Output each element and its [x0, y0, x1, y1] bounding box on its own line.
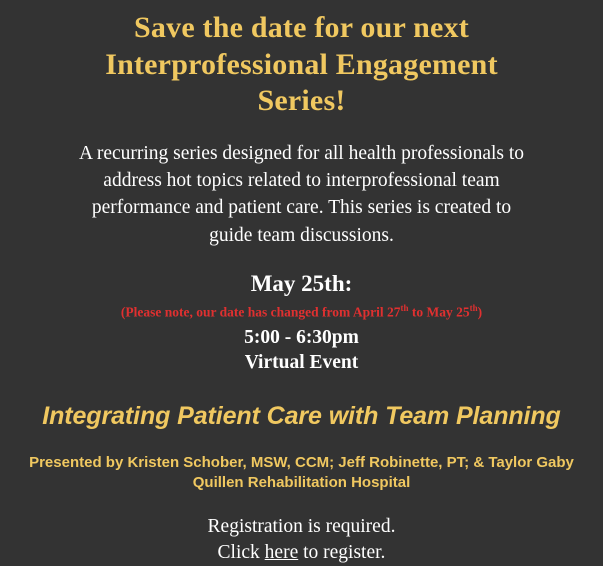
- registration-required-text: Registration is required.: [207, 516, 396, 538]
- event-date: May 25th:: [250, 270, 353, 296]
- registration-click-prefix: Click: [217, 542, 265, 564]
- page-title: [26, 10, 577, 120]
- series-description-line-4: guide team discussions.: [209, 224, 394, 246]
- registration-click-suffix: to register.: [298, 542, 386, 564]
- registration-link[interactable]: here: [264, 542, 299, 564]
- event-topic: Integrating Patient Care with Team Planning: [42, 402, 561, 431]
- date-change-note-suffix: ): [477, 304, 483, 320]
- date-change-note-middle: to May 25: [408, 304, 470, 320]
- presenter-names: Presented by Kristen Schober, MSW, CCM; Jeff Robinette, PT; & Taylor Gaby: [29, 454, 574, 472]
- event-time-and-format: [16, 326, 587, 376]
- registration-call-to-action: [16, 540, 587, 566]
- page-title-line-3: Series!: [257, 84, 346, 118]
- page-title-line-2: Interprofessional Engagement: [105, 47, 498, 81]
- date-change-note-ordinal-2: th: [469, 302, 478, 313]
- series-description-line-1: A recurring series designed for all health professionals to: [78, 142, 525, 164]
- presenter-info: [16, 453, 587, 492]
- event-format: Virtual Event: [244, 352, 359, 374]
- date-change-note-prefix: (Please note, our date has changed from April 27: [120, 304, 401, 320]
- series-description: [32, 140, 571, 249]
- series-description-line-2: address hot topics related to interprofessional team: [103, 170, 500, 192]
- date-change-note-ordinal-1: th: [400, 302, 409, 313]
- series-description-line-3: performance and patient care. This series is created to: [91, 197, 512, 219]
- registration-info: [16, 514, 587, 565]
- page-title-line-1: Save the date for our next: [134, 11, 469, 44]
- date-change-note: [16, 303, 587, 321]
- presenter-organization: Quillen Rehabilitation Hospital: [192, 473, 411, 491]
- event-time: 5:00 - 6:30pm: [244, 327, 359, 349]
